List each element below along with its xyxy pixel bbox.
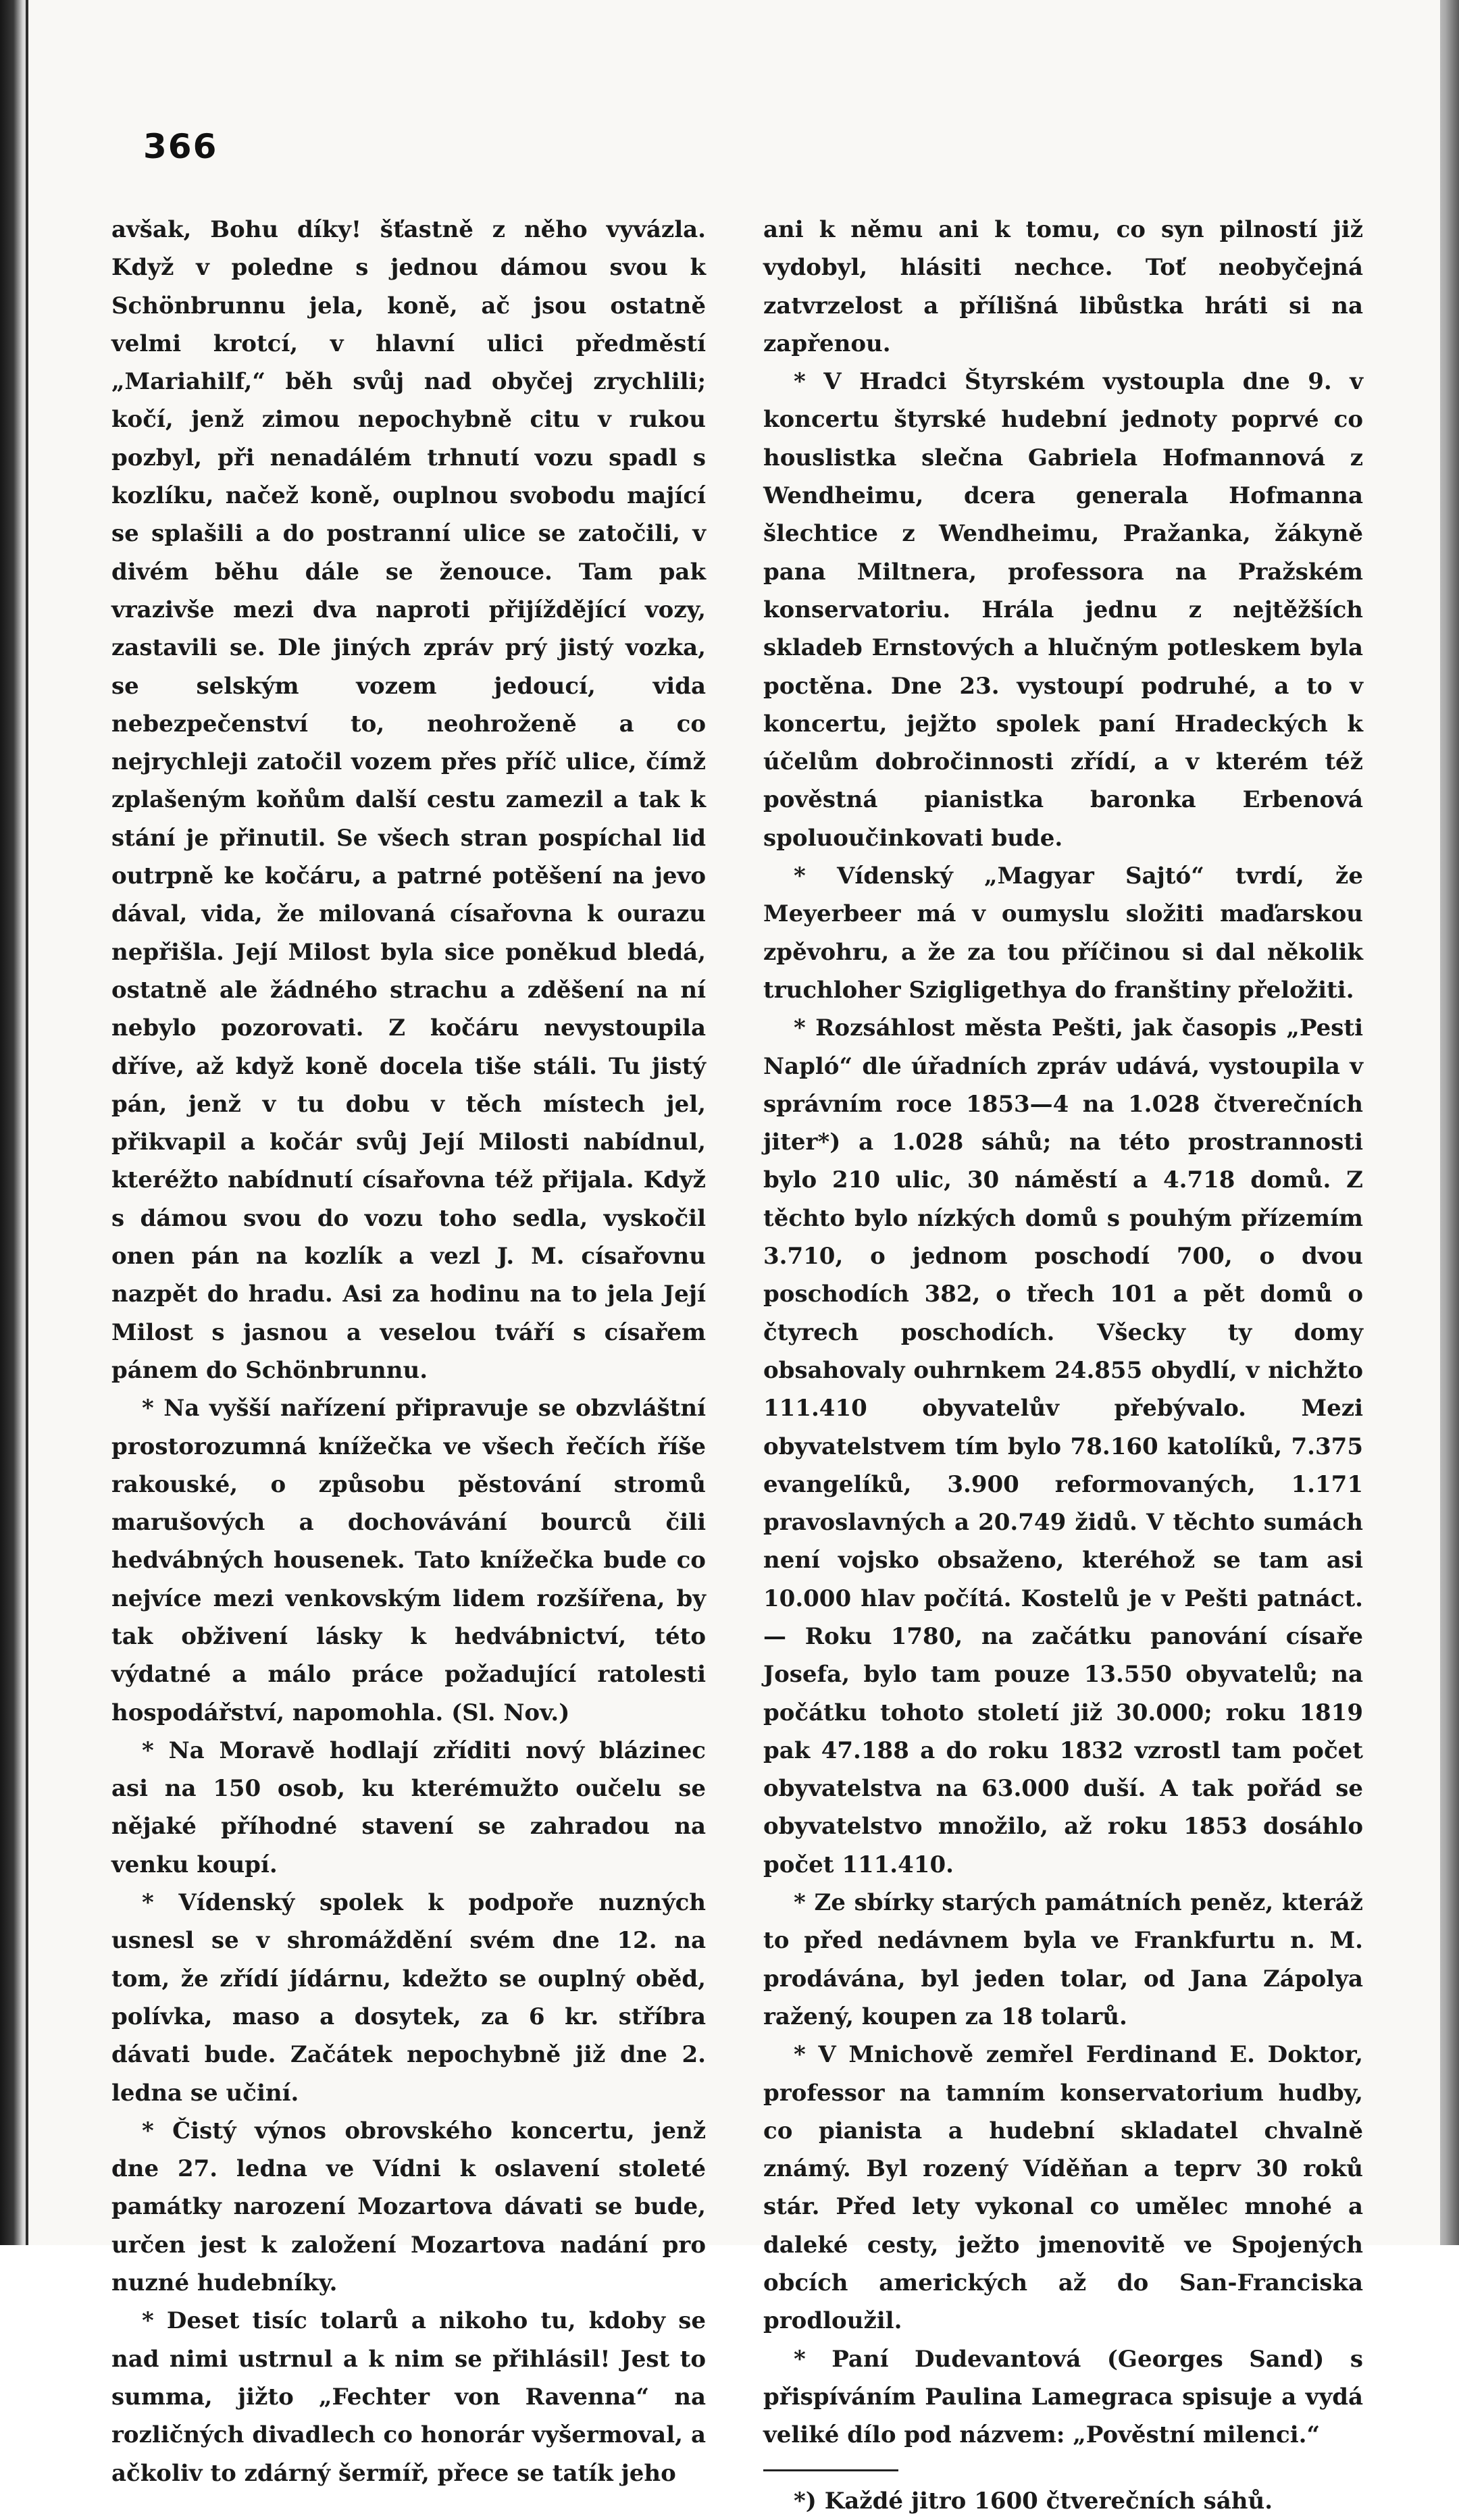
page-number: 366	[143, 127, 218, 166]
article-paragraph: * Ze sbírky starých památních peněz, kteráž to před nedávnem byla ve Frankfurtu n. M. prodávána, byl jeden tolar, od Jana Zápolya ražený, koupen za 18 tolarů.	[763, 1889, 1363, 2030]
article-paragraph: * V Mnichově zemřel Ferdinand E. Doktor, professor na tamním konservatorium hudby, co pianista a hudební skladatel chvalně známý. Byl rozený Víděňan a teprv 30 roků stár. Před lety vykonal co umělec mnohé a daleké cesty, ježto jmenovitě ve Spojených obcích amerických až do San-Franciska prodloužil.	[763, 2041, 1363, 2335]
article-paragraph: * Čistý výnos obrovského koncertu, jenž dne 27. ledna ve Vídni k oslavení stoleté památky narození Mozartova dávati se bude, určen jest k založení Mozartova nadání pro nuzné hudebníky.	[111, 2117, 706, 2297]
article-paragraph: ani k němu ani k tomu, co syn pilností již vydobyl, hlásiti nechce. Toť neobyčejná zatvrzelost a přílišná libůstka hráti si na zapřenou.	[763, 216, 1363, 357]
article-paragraph: * Na vyšší nařízení připravuje se obzvláštní prostorozumná knížečka ve všech řečích říše rakouské, o způsobu pěstování stromů marušových a dochovávání bourců čili hedvábných housenek. Tato knížečka bude co nejvíce mezi venkovským lidem rozšířena, by tak obživení lásky k hedvábnictví, této výdatné a málo práce požadující ratolesti hospodářství, napomohla. (Sl. Nov.)	[111, 1395, 706, 1726]
article-paragraph: avšak, Bohu díky! šťastně z něho vyvázla. Když v poledne s jednou dámou svou k Schönbrunnu jela, koně, ač jsou ostatně velmi krotcí, v hlavní ulici předměstí „Mariahilf,“ běh svůj nad obyčej zrychlili; kočí, jenž zimou nepochybně citu v rukou pozbyl, při nenadálém trhnutí vozu spadl s kozlíku, načež koně, ouplnou svobodu mající se splašili a do postranní ulice se zatočili, v divém běhu dále se ženouce. Tam pak vrazivše mezi dva naproti přijíždějící vozy, zastavili se. Dle jiných zpráv prý jistý vozka, se selským vozem jedoucí, vida nebezpečenství to, neohroženě a co nejrychleji zatočil vozem přes příč ulice, čímž zplašeným koňům další cestu zamezil a tak k stání je přinutil. Se všech stran pospíchal lid outrpně ke kočáru, a patrné potěšení na jevo dával, vida, že milovaná císařovna k ourazu nepřišla. Její Milost byla sice poněkud bledá, ostatně ale žádného strachu a zděšení na ní nebylo pozorovati. Z kočáru nevystoupila dříve, až když koně docela tiše stáli. Tu jistý pán, jenž v tu dobu v těch místech jel, přikvapil a kočár svůj Její Milosti nabídnul, kteréžto nabídnutí císařovna též přijala. Když s dámou svou do vozu toho sedla, vyskočil onen pán na kozlík a vezl J. M. císařovnu nazpět do hradu. Asi za hodinu na to jela Její Milost s jasnou a veselou tváří s císařem pánem do Schönbrunnu.	[111, 216, 706, 1384]
article-paragraph: * Deset tisíc tolarů a nikoho tu, kdoby se nad nimi ustrnul a k nim se přihlásil! Jest to summa, jižto „Fechter von Ravenna“ na rozličných divadlech co honorár vyšermoval, a ačkoliv to zdárný šermíř, přece se tatík jeho	[111, 2307, 706, 2487]
article-paragraph: * Vídenský „Magyar Sajtó“ tvrdí, že Meyerbeer má v oumyslu složiti maďarskou zpěvohru, a že za tou příčinou si dal několik truchloher Szigligethya do franštiny přeložiti.	[763, 863, 1363, 1004]
left-column	[111, 211, 706, 2487]
article-paragraph: * Vídenský spolek k podpoře nuzných usnesl se v shromáždění svém dne 12. na tom, že zřídí jídárnu, kdežto se ouplný oběd, polívka, maso a dosytek, za 6 kr. stříbra dávati bude. Začátek nepochybně již dne 2. ledna se učiní.	[111, 1889, 706, 2107]
footnote: *) Každé jitro 1600 čtverečních sáhů.	[794, 2487, 1273, 2515]
article-paragraph: * V Hradci Štyrském vystoupla dne 9. v koncertu štyrské hudební jednoty poprvé co houslistka slečna Gabriela Hofmannová z Wendheimu, dcera generala Hofmanna šlechtice z Wendheimu, Pražanka, žákyně pana Miltnera, professora na Pražském konservatoriu. Hrála jednu z nejtěžších skladeb Ernstových a hlučným potleskem byla poctěna. Dne 23. vystoupí podruhé, a to v koncertu, jejžto spolek paní Hradeckých k účelům dobročinnosti zřídí, a v kterém též pověstná pianistka baronka Erbenová spoluoučinkovati bude.	[763, 368, 1363, 852]
article-paragraph: * Na Moravě hodlají zříditi nový blázinec asi na 150 osob, ku kterémužto oučelu se nějaké příhodné stavení se zahradou na venku koupí.	[111, 1737, 706, 1878]
right-column	[763, 211, 1363, 2515]
footnote-divider	[763, 2469, 898, 2471]
article-paragraph: * Paní Dudevantová (Georges Sand) s přispíváním Paulina Lamegraca spisuje a vydá veliké dílo pod názvem: „Pověstní milenci.“	[763, 2345, 1363, 2449]
article-paragraph: * Rozsáhlost města Pešti, jak časopis „Pesti Napló“ dle úřadních zpráv udává, vystoupila v správním roce 1853—4 na 1.028 čtverečních jiter*) a 1.028 sáhů; na této prostrannosti bylo 210 ulic, 30 náměstí a 4.718 domů. Z těchto bylo nízkých domů s pouhým přízemím 3.710, o jednom poschodí 700, o dvou poschodích 382, o třech 101 a pět domů o čtyrech poschodích. Všecky ty domy obsahovaly ouhrnkem 24.855 obydlí, v nichžto 111.410 obyvatelův přebývalo. Mezi obyvatelstvem tím bylo 78.160 katolíků, 7.375 evangelíků, 3.900 reformovaných, 1.171 pravoslavných a 20.749 židů. V těchto sumách není vojsko obsaženo, kteréhož se tam asi 10.000 hlav počítá. Kostelů je v Pešti patnáct. — Roku 1780, na začátku panování císaře Josefa, bylo tam pouze 13.550 obyvatelů; na počátku tohoto století již 30.000; roku 1819 pak 47.188 a do roku 1832 vzrostl tam počet obyvatelstva na 63.000 duší. A tak pořád se obyvatelstvo množilo, až roku 1853 dosáhlo počet 111.410.	[763, 1014, 1363, 1878]
